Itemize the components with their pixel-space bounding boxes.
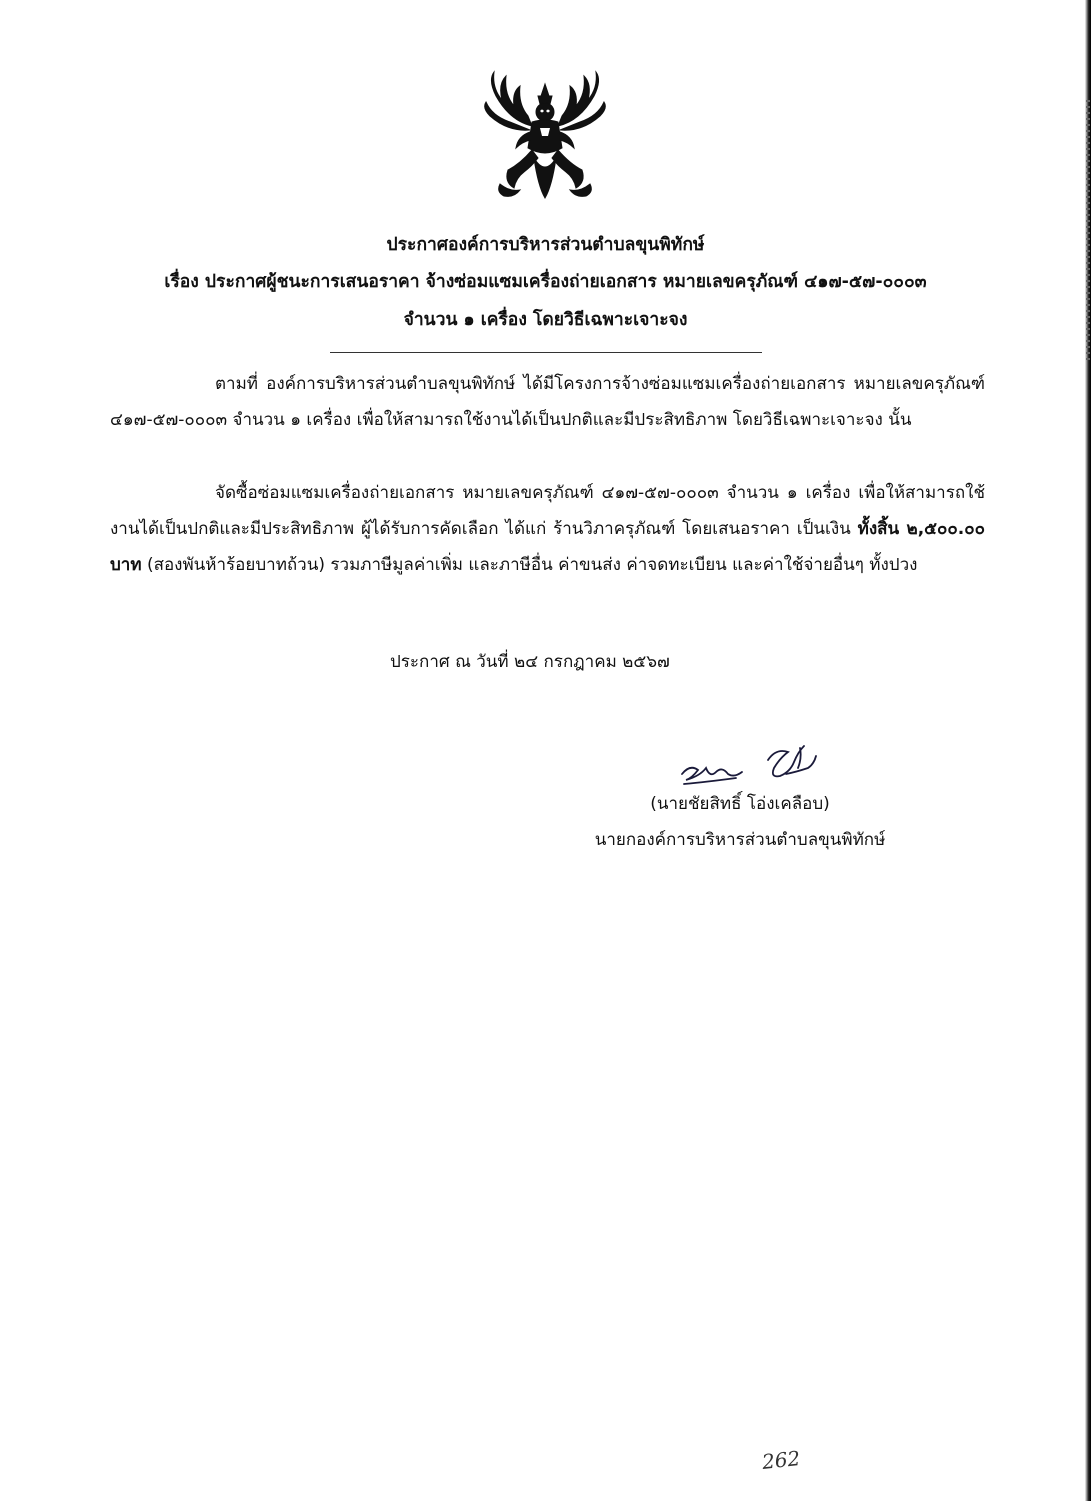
garuda-emblem-icon <box>470 66 620 214</box>
paragraph-2-total-amount: ทั้งสิ้น ๒,๕๐๐.๐๐ บาท <box>110 519 986 575</box>
signatory-name: (นายชัยสิทธิ์ โอ่งเคลือบ) <box>650 794 830 814</box>
body-paragraph-1: ตามที่ องค์การบริหารส่วนตำบลขุนพิทักษ์ ได้มีโครงการจ้างซ่อมแซมเครื่องถ่ายเอกสาร หมายเลขครุภัณฑ์ ๔๑๗-๕๗-๐๐๐๓ จำนวน ๑ เครื่อง เพื่อให้สามารถใช้งานได้เป็นปกติและมีประสิทธิภาพ โดยวิธีเฉพาะเจาะจง นั้น <box>110 374 985 430</box>
signatory-position: นายกองค์การบริหารส่วนตำบลขุนพิทักษ์ <box>594 830 886 850</box>
announcement-subject: เรื่อง ประกาศผู้ชนะการเสนอราคา จ้างซ่อมแซมเครื่องถ่ายเอกสาร หมายเลขครุภัณฑ์ ๔๑๗-๕๗-๐๐๐๓ <box>164 272 927 292</box>
paragraph-2-text-part1: จัดซื้อซ่อมแซมเครื่องถ่ายเอกสาร หมายเลขครุภัณฑ์ ๔๑๗-๕๗-๐๐๐๓ จำนวน ๑ เครื่อง เพื่อให้สามารถใช้งานได้เป็นปกติและมีประสิทธิภาพ ผู้ได้รับการคัดเลือก ได้แก่ ร้านวิภาครุภัณฑ์ โดยเสนอราคา เป็นเงิน <box>110 483 985 539</box>
header-divider <box>330 352 762 353</box>
handwritten-signature <box>676 738 826 790</box>
announcement-title: ประกาศองค์การบริหารส่วนตำบลขุนพิทักษ์ <box>386 235 705 255</box>
announcement-date: ประกาศ ณ วันที่ ๒๔ กรกฎาคม ๒๕๖๗ <box>390 652 670 672</box>
paragraph-2-text-part2: (สองพันห้าร้อยบาทถ้วน) รวมภาษีมูลค่าเพิ่ม และภาษีอื่น ค่าขนส่ง ค่าจดทะเบียน และค่าใช้จ่ายอื่นๆ ทั้งปวง <box>141 555 918 575</box>
body-paragraph-2 <box>110 475 985 583</box>
page-edge-marks <box>1086 100 1090 360</box>
announcement-subject-line2: จำนวน ๑ เครื่อง โดยวิธีเฉพาะเจาะจง <box>403 310 688 330</box>
handwritten-page-number: 262 <box>760 1446 802 1474</box>
